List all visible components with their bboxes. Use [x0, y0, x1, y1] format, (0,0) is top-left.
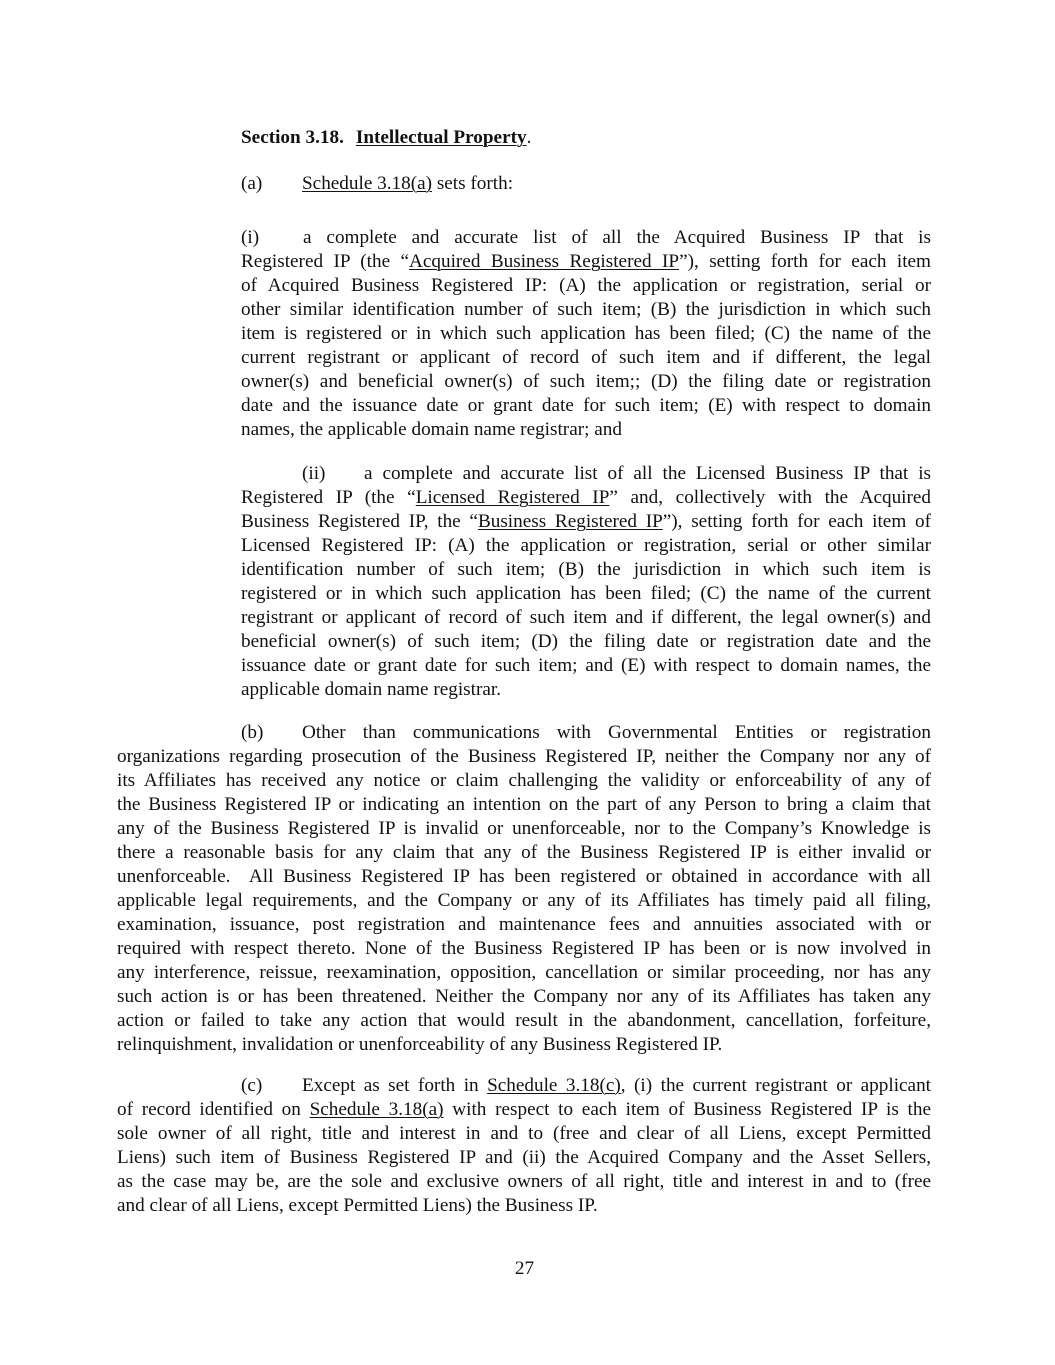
- section-heading: Section 3.18. Intellectual Property.: [241, 127, 532, 148]
- text-line: as the case may be, are the sole and exclusive owners of all right, title and interest in and to (free: [117, 1171, 931, 1192]
- text-line: the Business Registered IP or indicating an intention on the part of any Person to bring a claim that: [117, 794, 931, 815]
- text-line: Licensed Registered IP: (A) the application or registration, serial or other similar: [241, 535, 931, 556]
- schedule-reference: Schedule 3.18(a): [309, 1099, 444, 1120]
- text-line: relinquishment, invalidation or unenforceability of any Business Registered IP.: [117, 1034, 723, 1055]
- text-line: sole owner of all right, title and interest in and to (free and clear of all Liens, except Permitted: [117, 1123, 931, 1144]
- text-line: owner(s) and beneficial owner(s) of such item;; (D) the filing date or registration: [241, 371, 931, 392]
- text-line: any interference, reissue, reexamination, opposition, cancellation or similar proceeding, nor has any: [117, 962, 931, 983]
- text-line: any of the Business Registered IP is invalid or unenforceable, nor to the Company’s Knowledge is: [117, 818, 931, 839]
- text-line: examination, issuance, post registration and maintenance fees and annuities associated with or: [117, 914, 931, 935]
- text-line: Registered IP (the “Licensed Registered IP” and, collectively with the Acquired: [241, 487, 932, 508]
- paragraph-marker: (ii): [302, 463, 326, 484]
- text-line: its Affiliates has received any notice or claim challenging the validity or enforceability of any of: [117, 770, 931, 791]
- text-line: (i) a complete and accurate list of all the Acquired Business IP that is: [241, 227, 931, 248]
- text-line: registered or in which such application has been filed; (C) the name of the current: [241, 583, 931, 604]
- text-line: names, the applicable domain name registrar; and: [241, 419, 622, 440]
- text-line: registrant or applicant of record of such item and if different, the legal owner(s) and: [241, 607, 931, 628]
- paragraph-a: (a) Schedule 3.18(a) sets forth:: [241, 173, 514, 194]
- section-title: Intellectual Property: [355, 127, 527, 148]
- text-line: action or failed to take any action that would result in the abandonment, cancellation, forfeiture,: [117, 1010, 931, 1031]
- text-line: current registrant or applicant of record of such item and if different, the legal: [241, 347, 931, 368]
- text-line: and clear of all Liens, except Permitted Liens) the Business IP.: [117, 1195, 598, 1216]
- page-number: 27: [514, 1258, 535, 1279]
- defined-term: Business Registered IP: [477, 511, 663, 532]
- text-line: such action is or has been threatened. Neither the Company nor any of its Affiliates has taken any: [117, 986, 931, 1007]
- text-line: other similar identification number of such item; (B) the jurisdiction in which such: [241, 299, 931, 320]
- schedule-reference: Schedule 3.18(a): [302, 173, 433, 194]
- defined-term: Acquired Business Registered IP: [409, 251, 680, 272]
- text-line: identification number of such item; (B) the jurisdiction in which such item is: [241, 559, 931, 580]
- schedule-reference: Schedule 3.18(c): [487, 1075, 621, 1096]
- defined-term: Licensed Registered IP: [415, 487, 610, 508]
- text-line: Registered IP (the “Acquired Business Registered IP”), setting forth for each item: [241, 251, 931, 272]
- section-label: Section 3.18.: [241, 127, 344, 148]
- text-line: item is registered or in which such application has been filed; (C) the name of the: [241, 323, 931, 344]
- paragraph-marker: (b): [241, 722, 264, 743]
- text-line: organizations regarding prosecution of the Business Registered IP, neither the Company nor any of: [117, 746, 931, 767]
- text-line: unenforceable. All Business Registered IP has been registered or obtained in accordance with all: [117, 866, 931, 887]
- paragraph-marker: (a): [241, 173, 263, 194]
- text-line: applicable legal requirements, and the Company or any of its Affiliates has timely paid all filing,: [117, 890, 931, 911]
- text-line: date and the issuance date or grant date for such item; (E) with respect to domain: [241, 395, 931, 416]
- text-line: Business Registered IP, the “Business Registered IP”), setting forth for each item of: [241, 511, 931, 532]
- text-line: issuance date or grant date for such item; and (E) with respect to domain names, the: [241, 655, 931, 676]
- text-line: (b) Other than communications with Governmental Entities or registration: [241, 722, 931, 743]
- text-line: (ii) a complete and accurate list of all the Licensed Business IP that is: [302, 463, 931, 484]
- text-line: of Acquired Business Registered IP: (A) the application or registration, serial or: [241, 275, 931, 296]
- text-line: (c) Except as set forth in Schedule 3.18(c), (i) the current registrant or applicant: [241, 1075, 931, 1096]
- text-line: Liens) such item of Business Registered IP and (ii) the Acquired Company and the Asset Sellers,: [117, 1147, 931, 1168]
- text-line: beneficial owner(s) of such item; (D) the filing date or registration date and the: [241, 631, 931, 652]
- text-line: required with respect thereto. None of the Business Registered IP has been or is now involved in: [117, 938, 931, 959]
- paragraph-marker: (c): [241, 1075, 263, 1096]
- paragraph-marker: (i): [241, 227, 260, 248]
- text-line: there a reasonable basis for any claim that any of the Business Registered IP is either invalid or: [117, 842, 931, 863]
- text-line: applicable domain name registrar.: [241, 679, 501, 700]
- text-line: of record identified on Schedule 3.18(a) with respect to each item of Business Registered IP is the: [117, 1099, 931, 1120]
